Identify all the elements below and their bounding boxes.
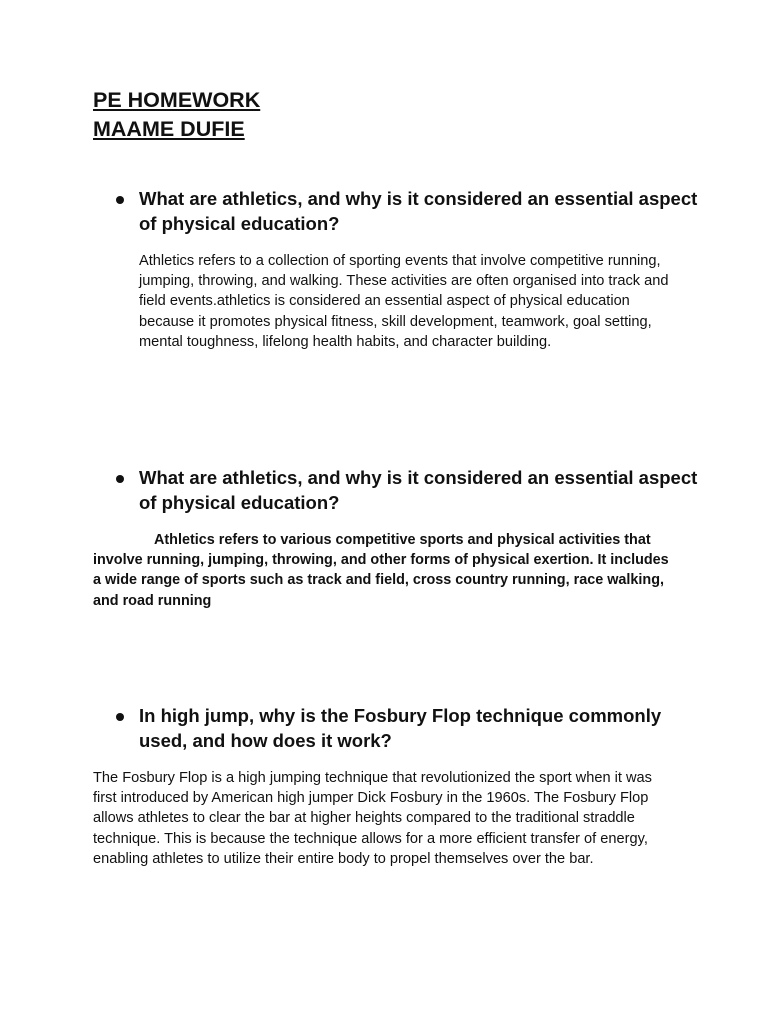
answer-1: Athletics refers to a collection of sporting events that involve competitive running, jumping, throwing, and walking. These activities are often organised into track and field events.athletics is considered an essential aspect of physical education because it promotes physical fitness, skill development, teamwork, goal setting, mental toughness, lifelong health habits, and character building. xyxy=(139,253,669,350)
bullet-icon xyxy=(116,713,124,721)
page-title-line-2: MAAME DUFIE xyxy=(93,117,245,141)
question-2: What are athletics, and why is it considered an essential aspect of physical education? xyxy=(139,467,698,513)
bullet-icon xyxy=(116,475,124,483)
question-3: In high jump, why is the Fosbury Flop technique commonly used, and how does it work? xyxy=(139,705,662,751)
answer-2: Athletics refers to various competitive sports and physical activities that involve running, jumping, throwing, and other forms of physical exertion. It includes a wide range of sports such as track and field, cross country running, race walking, and road running xyxy=(93,532,669,609)
answer-3: The Fosbury Flop is a high jumping technique that revolutionized the sport when it was first introduced by American high jumper Dick Fosbury in the 1960s. The Fosbury Flop allows athletes to clear the bar at higher heights compared to the traditional straddle technique. This is because the technique allows for a more efficient transfer of energy, enabling athletes to utilize their entire body to propel themselves over the bar. xyxy=(93,770,652,867)
bullet-icon xyxy=(116,196,124,204)
question-1: What are athletics, and why is it considered an essential aspect of physical education? xyxy=(139,188,698,234)
page-title-line-1: PE HOMEWORK xyxy=(93,88,261,112)
